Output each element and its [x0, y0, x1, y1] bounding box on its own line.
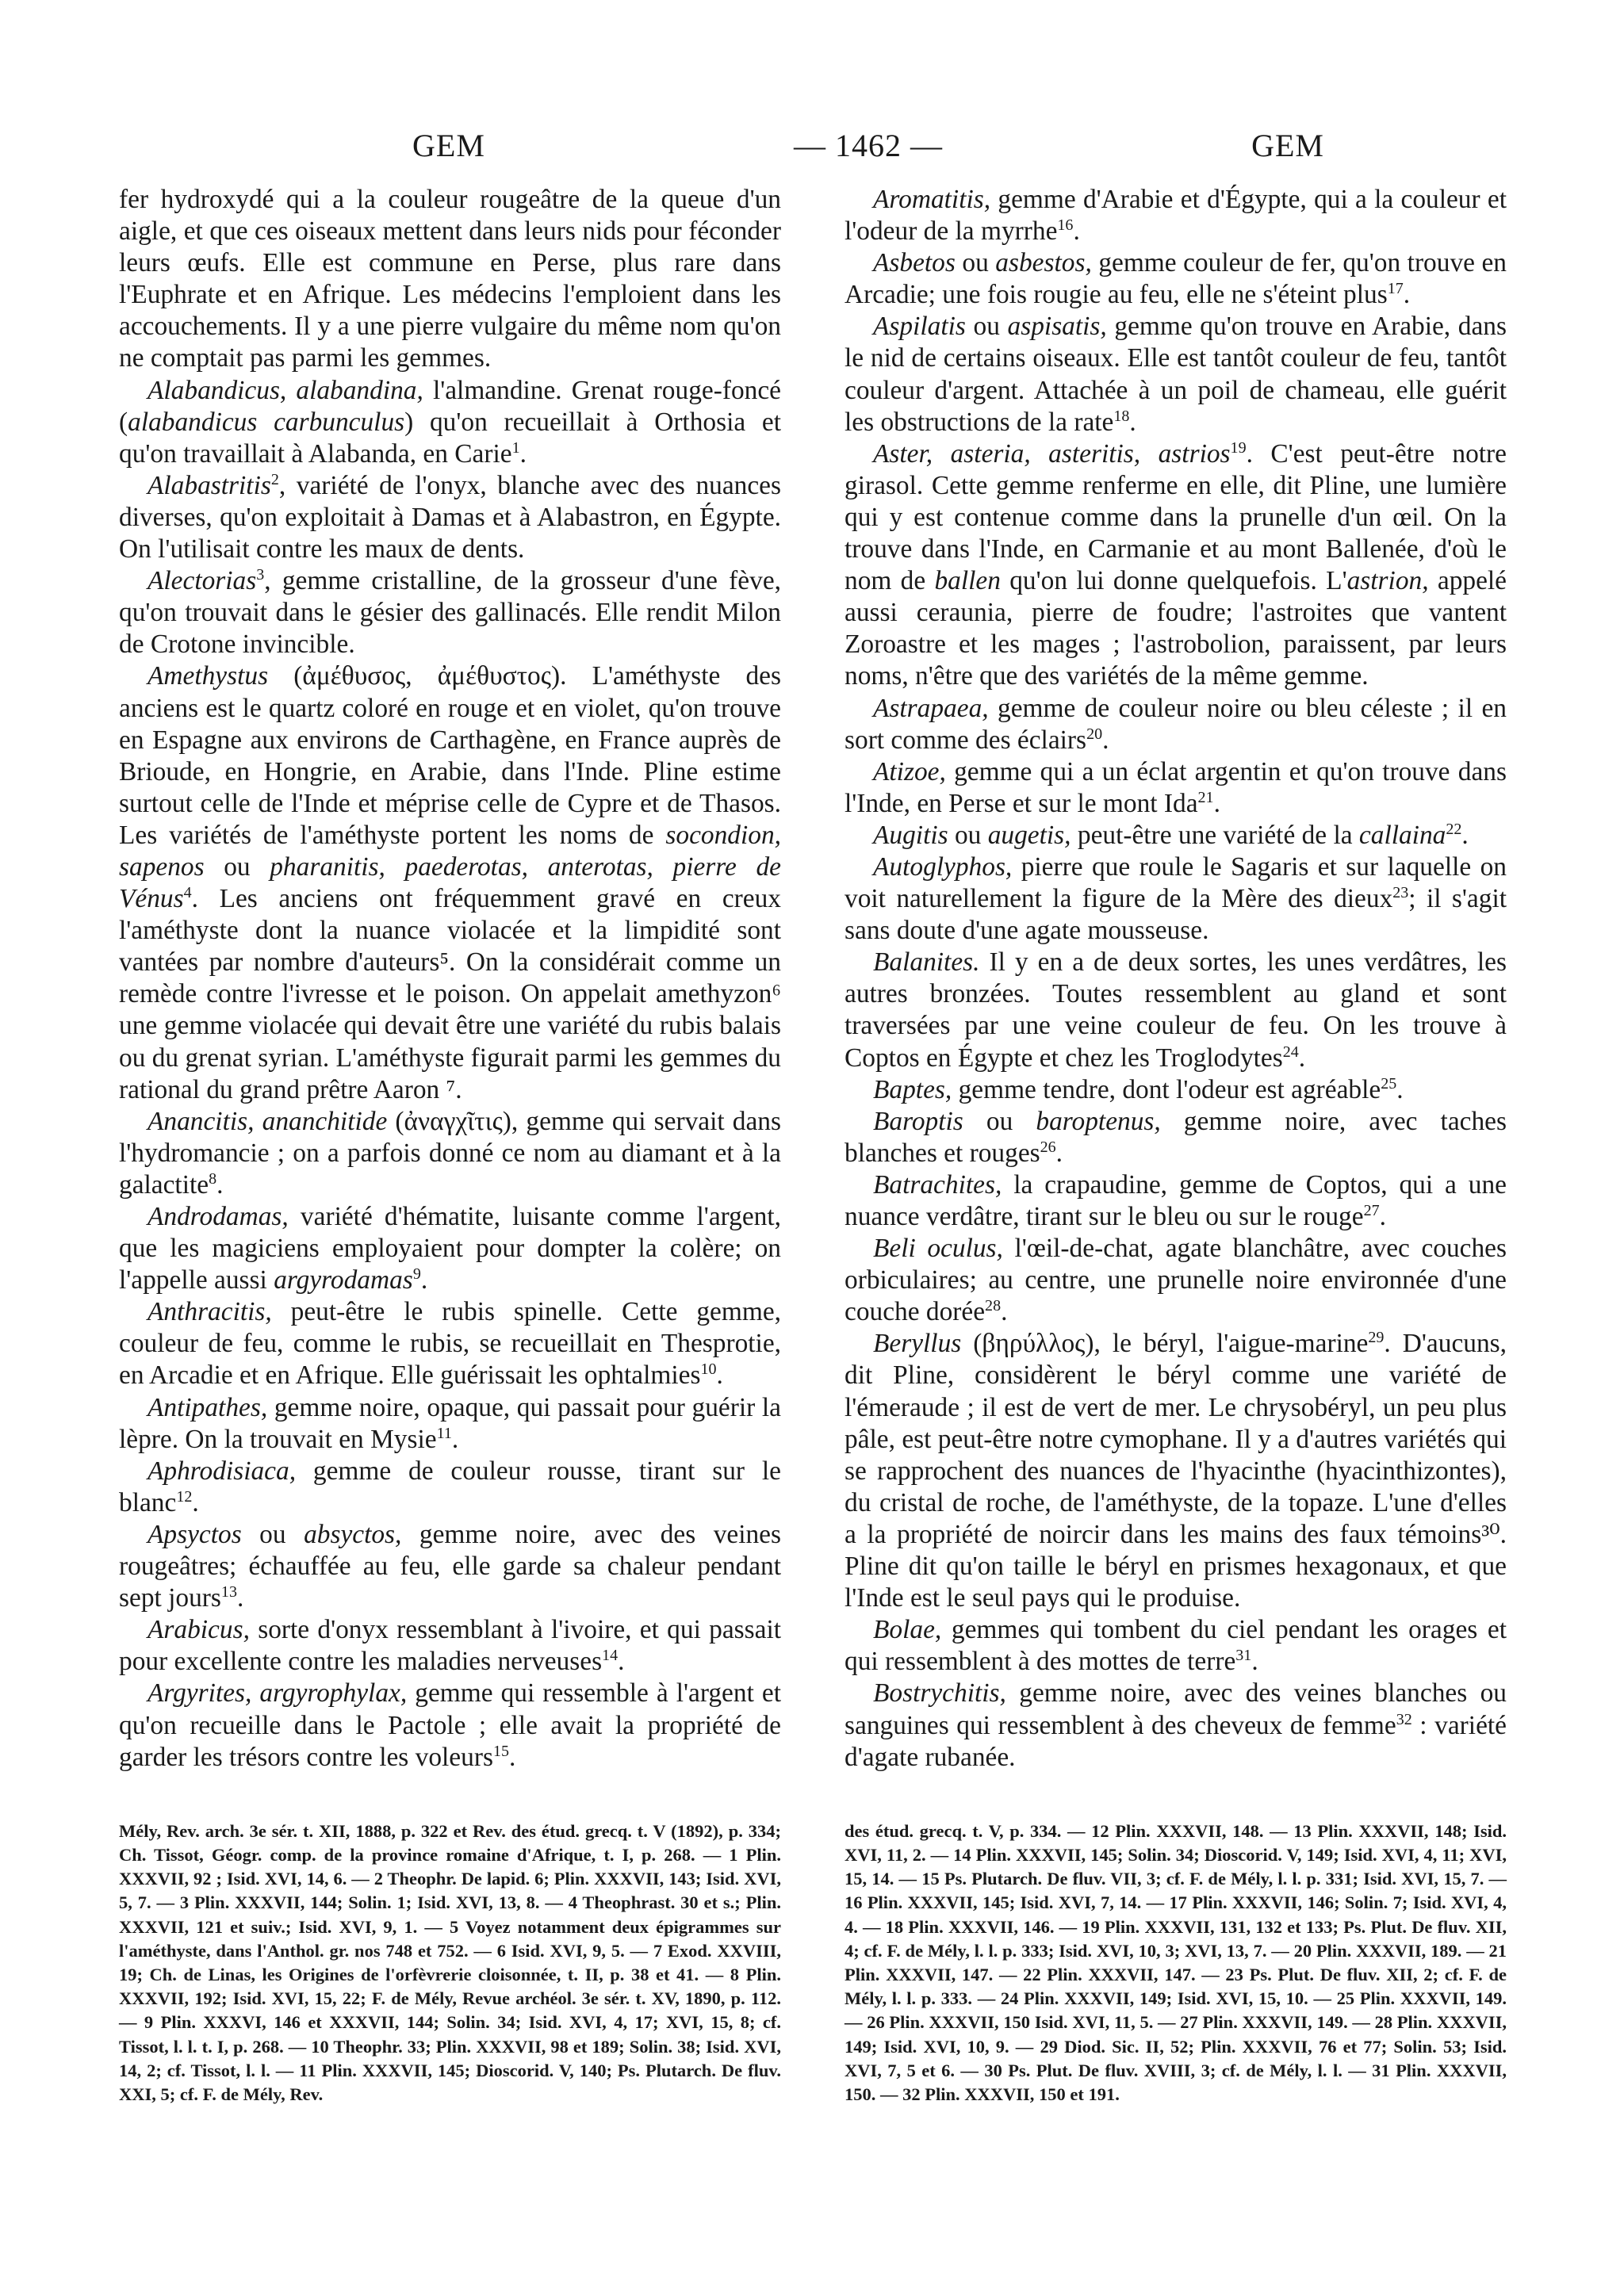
- entry-term: Antipathes,: [147, 1392, 268, 1422]
- footnote-ref: 12: [176, 1487, 193, 1506]
- entry: [845, 851, 1507, 947]
- footnote-ref: 4: [183, 883, 192, 901]
- footnote-ref: 17: [1387, 280, 1404, 298]
- entry-text: .: [1073, 216, 1080, 247]
- footnote-ref: 2: [270, 470, 279, 488]
- entry-text: , variété de l'onyx, blanche avec des nuances diverses, qu'on exploitait à Damas et à Alabastron, en Égypte. On l'utilisait contre les maux de dents.: [119, 470, 781, 564]
- entry-text: gemme noire, avec des veines blanches ou sanguines qui ressemblent à des cheveux de femme: [845, 1678, 1507, 1740]
- entry: [845, 311, 1507, 438]
- entry-term: Autoglyphos,: [873, 851, 1013, 882]
- footnote-ref: 28: [985, 1297, 1002, 1315]
- entry: [845, 1614, 1507, 1678]
- entry-text: , gemme cristalline, de la grosseur d'une fève, qu'on trouvait dans le gésier des gallinacés. Elle rendit Milon de Crotone invincible.: [119, 566, 781, 660]
- entry: [845, 1074, 1507, 1106]
- entry: [845, 247, 1507, 311]
- footnote-ref: 20: [1086, 725, 1103, 743]
- entry-term: augetis,: [987, 820, 1071, 850]
- entry-text: peut-être une variété de la: [1071, 820, 1359, 850]
- entry-term: Anthracitis,: [147, 1297, 272, 1327]
- entry-text: peut-être le rubis spinelle. Cette gemme, couleur de feu, comme le rubis, se recueillait en Thesprotie, en Arcadie et en Afrique. Elle guérissait les ophtalmies: [119, 1297, 781, 1391]
- entry-text: ou: [963, 1106, 1036, 1136]
- entry-text: ou: [965, 312, 1008, 342]
- entry-term: baroptenus,: [1036, 1106, 1161, 1136]
- entry-text: pierre que roule le Sagaris et sur laquelle on voit naturellement la figure de la Mère des dieux: [845, 851, 1507, 914]
- entry-text: . D'aucuns, dit Pline, considèrent le béryl comme une variété de l'émeraude ; il est de vert de mer. Le chrysobéryl, un peu plus pâle, est peut-être notre cymophane. Il y a d'autres variétés qui se rapprochent des nuances de l'hyacinthe (hyacinthizontes), du cristal de roche, de l'améthyste, de la topaze. L'une d'elles a la propriété de noircir dans les mains des faux témoins³⁰. Pline dit qu'on taille le béryl en prismes hexagonaux, et que l'Inde est le seul pays qui le produise.: [845, 1329, 1507, 1613]
- entry-text: (ἀμέθυσος, ἀμέθυστος). L'améthyste des anciens est le quartz coloré en rouge et en violet, qu'on trouve en Espagne aux environs de Carthagène, en France auprès de Brioude, en Hongrie, en Arabie, dans l'Inde. Pline estime surtout celle de l'Inde et méprise celle de Cypre et de Thasos. Les variétés de l'améthyste portent les noms de: [119, 661, 781, 850]
- entry: [845, 947, 1507, 1073]
- entry-term: Baptes,: [873, 1074, 952, 1104]
- entry-text: .: [236, 1583, 244, 1613]
- footnote-ref: 1: [511, 438, 520, 457]
- entry-term: alabandicus carbunculus: [128, 407, 405, 437]
- entry-term: Aster, asteria, asteritis, astrios: [873, 438, 1231, 469]
- footnote-ref: 15: [492, 1742, 509, 1760]
- entry-text: gemme qui a un éclat argentin et qu'on trouve dans l'Inde, en Perse et sur le mont Ida: [845, 756, 1507, 818]
- footnotes-right: des étud. grecq. t. V, p. 334. — 12 Plin. XXXVII, 148. — 13 Plin. XXXVII, 148; Isid. XVI, 11, 2. — 14 Plin. XXXVII, 145; Solin. 34; Dioscorid. V, 149; Isid. XVI, 4, 11; XVI, 15, 14. — 15 Ps. Plutarch. De fluv. VII, 3; cf. F. de Mély, l. l. p. 331; Isid. XVI, 15, 7. — 16 Plin. XXXVII, 145; Isid. XVI, 7, 14. — 17 Plin. XXXVII, 146; Solin. 7; Isid. XVI, 4, 4. — 18 Plin. XXXVII, 146. — 19 Plin. XXXVII, 131, 132 et 133; Ps. Plut. De fluv. XII, 4; cf. F. de Mély, l. l. p. 333; Isid. XVI, 10, 3; XVI, 13, 7. — 20 Plin. XXXVII, 189. — 21 Plin. XXXVII, 147. — 22 Plin. XXXVII, 147. — 23 Ps. Plut. De fluv. XII, 2; cf. F. de Mély, l. l. p. 333. — 24 Plin. XXXVII, 149; Isid. XVI, 15, 10. — 25 Plin. XXXVII, 149. — 26 Plin. XXXVII, 150 Isid. XVI, 11, 5. — 27 Plin. XXXVII, 149. — 28 Plin. XXXVII, 149; Isid. XVI, 10, 9. — 29 Diod. Sic. II, 52; Plin. XXXVII, 76 et 77; Solin. 53; Isid. XVI, 7, 5 et 6. — 30 Ps. Plut. De fluv. XVIII, 3; cf. de Mély, l. l. — 31 Plin. XXXVII, 150. — 32 Plin. XXXVII, 150 et 191.: [845, 1820, 1507, 2104]
- footnote-ref: 23: [1392, 883, 1409, 901]
- entry: [119, 1106, 781, 1201]
- entry-term: Aphrodisiaca,: [147, 1456, 297, 1486]
- header-left: GEM: [412, 128, 485, 163]
- running-header: [119, 127, 1507, 173]
- entry-text: la crapaudine, gemme de Coptos, qui a une nuance verdâtre, tirant sur le bleu ou sur le rouge: [845, 1169, 1507, 1231]
- entry-text: . C'est peut-être notre girasol. Cette gemme renferme en elle, dit Pline, une lumière qui y est contenue comme dans la prunelle d'un œil. On la trouve dans l'Inde, en Carmanie et au mont Ballenée, d'où le nom de: [845, 438, 1507, 596]
- entry-term: Alabastritis: [147, 470, 271, 500]
- entry: [845, 1678, 1507, 1773]
- entry-term: Arabicus,: [147, 1615, 250, 1645]
- entry-text: ou: [955, 248, 996, 278]
- entry-text: . Les anciens ont fréquemment gravé en creux l'améthyste dont la nuance violacée et la limpidité sont vantées par nombre d'auteurs⁵. On la considérait comme un remède contre l'ivresse et le poison. On appelait amethyzon⁶ une gemme violacée qui devait être une variété du rubis balais ou du grenat syrian. L'améthyste figurait parmi les gemmes du rational du grand prêtre Aaron ⁷.: [119, 884, 781, 1104]
- entry-text: l'œil-de-chat, agate blanchâtre, avec couches orbiculaires; au centre, une prunelle noire environnée d'une couche dorée: [845, 1234, 1507, 1327]
- entry: [845, 1328, 1507, 1614]
- entry-text: .: [1129, 407, 1136, 437]
- entry-text: Il y en a de deux sortes, les unes verdâtres, les autres bronzées. Toutes ressemblent au gland et sont traversées par une veine couleur de feu. On les trouve à Coptos en Égypte et chez les Troglodytes: [845, 947, 1507, 1073]
- entry-text: (ἀναγχῖτις), gemme qui servait dans l'hydromancie ; on a parfois donné ce nom au diamant et à la galactite: [119, 1106, 781, 1200]
- footnote-ref: 18: [1113, 407, 1130, 425]
- entry-term: pharanitis, paederotas, anterotas, pierre de Vénus: [119, 851, 781, 914]
- entry-text: .: [192, 1487, 199, 1517]
- entry-text: gemme qui ressemble à l'argent et qu'on recueille dans le Pactole ; elle avait la propriété de garder les trésors contre les voleurs: [119, 1678, 781, 1772]
- entry-term: Apsyctos: [147, 1519, 242, 1549]
- entry-text: gemme noire, avec des veines rougeâtres; échauffée au feu, elle garde sa chaleur pendant sept jours: [119, 1519, 781, 1613]
- entry-text: .: [420, 1265, 428, 1295]
- entry: [845, 1233, 1507, 1328]
- entry-term: Aspilatis: [873, 312, 966, 342]
- entry-term: Bolae,: [873, 1615, 942, 1645]
- entry-text: : variété d'agate rubanée.: [845, 1710, 1507, 1772]
- entry-term: Argyrites, argyrophylax,: [147, 1678, 408, 1709]
- footnote-ref: 21: [1197, 788, 1214, 806]
- entry-term: asbestos,: [995, 248, 1092, 278]
- entry-text: gemmes qui tombent du ciel pendant les orages et qui ressemblent à des mottes de terre: [845, 1615, 1507, 1677]
- entry-term: Androdamas,: [147, 1202, 289, 1231]
- entry: [845, 438, 1507, 693]
- entry-text: ou: [204, 851, 270, 882]
- footnote-ref: 8: [209, 1169, 217, 1188]
- page: [119, 127, 1507, 2107]
- entry-term: Batrachites,: [873, 1169, 1002, 1200]
- entry-term: Alabandicus, alabandina,: [147, 375, 423, 405]
- entry-text: .: [1403, 280, 1411, 310]
- entry: [845, 1106, 1507, 1169]
- entry-term: Bostrychitis,: [873, 1678, 1006, 1709]
- entry-term: Amethystus: [147, 661, 269, 691]
- entry: [845, 184, 1507, 247]
- entry-text: gemme de couleur rousse, tirant sur le blanc: [119, 1456, 781, 1517]
- entry-text: .: [216, 1169, 224, 1200]
- entry-text: gemme qu'on trouve en Arabie, dans le nid de certains oiseaux. Elle est tantôt couleur de feu, tantôt couleur d'argent. Attachée à un poil de chameau, elle guérit les obstructions de la rate: [845, 312, 1507, 437]
- entry-text: gemme couleur de fer, qu'on trouve en Arcadie; une fois rougie au feu, elle ne s'éteint plus: [845, 248, 1507, 310]
- entry-text: .: [618, 1647, 625, 1677]
- entry-term: Baroptis: [873, 1106, 963, 1136]
- entry-term: Atizoe,: [873, 756, 946, 786]
- entry: [119, 1519, 781, 1614]
- entry-term: Anancitis, ananchitide: [147, 1106, 388, 1136]
- entry: [119, 660, 781, 1105]
- footnote-ref: 14: [602, 1647, 619, 1665]
- header-right: GEM: [1251, 128, 1324, 163]
- entry-text: .: [1001, 1297, 1008, 1327]
- entry-term: absyctos,: [304, 1519, 402, 1549]
- entry-text: .: [1055, 1138, 1063, 1168]
- entry-term: argyrodamas: [274, 1265, 413, 1295]
- entry: [119, 1614, 781, 1678]
- entry-text: .: [451, 1424, 459, 1454]
- footnote-ref: 32: [1396, 1710, 1412, 1728]
- entry-text: ou: [948, 820, 988, 850]
- entry-term: callaina: [1358, 820, 1446, 850]
- entry-term: astrion,: [1346, 566, 1429, 596]
- entry-text: .: [1102, 725, 1109, 755]
- entry: [119, 1456, 781, 1519]
- entry-text: l'almandine. Grenat rouge-foncé (: [119, 375, 781, 437]
- entry-text: sorte d'onyx ressemblant à l'ivoire, et qui passait pour excellente contre les maladies nerveuses: [119, 1615, 781, 1677]
- entry-text: gemme d'Arabie et d'Égypte, qui a la couleur et l'odeur de la myrrhe: [845, 185, 1507, 247]
- entry-text: ; il s'agit sans doute d'une agate mousseuse.: [845, 884, 1507, 946]
- body-columns: [119, 184, 1507, 1774]
- entry-text: .: [508, 1742, 516, 1772]
- entry-text: gemme noire, avec taches blanches et rouges: [845, 1106, 1507, 1168]
- entry-term: Asbetos: [873, 248, 956, 278]
- footnote-ref: 16: [1057, 216, 1074, 234]
- entry: [119, 1678, 781, 1773]
- entry-term: ballen: [934, 566, 1001, 596]
- entry: [119, 1296, 781, 1391]
- footnote-ref: 13: [220, 1583, 237, 1601]
- footnote-ref: 10: [700, 1360, 717, 1379]
- entry-text: .: [1461, 820, 1469, 850]
- entry-text: .: [1213, 788, 1220, 818]
- entry: [119, 184, 781, 375]
- entry-term: Astrapaea,: [873, 693, 989, 723]
- entry: [119, 1201, 781, 1296]
- entry-term: Alectorias: [147, 566, 257, 596]
- footnote-ref: 24: [1282, 1043, 1299, 1061]
- footnote-ref: 9: [412, 1265, 421, 1284]
- entry: [845, 820, 1507, 851]
- footnote-ref: 27: [1363, 1201, 1380, 1219]
- entry-text: appelé aussi ceraunia, pierre de foudre; l'astroites que vantent Zoroastre et les mages ; l'astrobolion, paraissent, par leurs noms, n'être que des variétés de la même gemme.: [845, 566, 1507, 691]
- footnotes-left: Mély, Rev. arch. 3e sér. t. XII, 1888, p. 322 et Rev. des étud. grecq. t. V (1892), p. 334; Ch. Tissot, Géogr. comp. de la province romaine d'Afrique, t. I, p. 268. — 1 Plin. XXXVII, 92 ; Isid. XVI, 14, 6. — 2 Theophr. De lapid. 6; Plin. XXXVII, 143; Isid. XVI, 5, 7. — 3 Plin. XXXVII, 144; Solin. 1; Isid. XVI, 13, 8. — 4 Theophrast. 30 et s.; Plin. XXXVII, 121 et suiv.; Isid. XVI, 9, 1. — 5 Voyez notamment deux épigrammes sur l'améthyste, dans l'Anthol. gr. nos 748 et 752. — 6 Isid. XVI, 9, 5. — 7 Exod. XXVIII, 19; Ch. de Linas, les Origines de l'orfèvrerie cloisonnée, t. II, p. 38 et 41. — 8 Plin. XXXVII, 192; Isid. XVI, 15, 22; F. de Mély, Revue archéol. 3e sér. t. XV, 1890, p. 112. — 9 Plin. XXXVI, 146 et XXXVII, 144; Solin. 34; Isid. XVI, 4, 17; XVI, 15, 8; cf. Tissot, l. l. t. I, p. 268. — 10 Theophr. 33; Plin. XXXVII, 98 et 189; Solin. 38; Isid. XVI, 14, 2; cf. Tissot, l. l. — 11 Plin. XXXVII, 145; Dioscorid. V, 140; Ps. Plutarch. De fluv. XXI, 5; cf. F. de Mély, Rev.: [119, 1820, 781, 2104]
- page-number: — 1462 —: [794, 128, 943, 163]
- entry-term: socondion, sapenos: [119, 820, 781, 882]
- entry: [119, 565, 781, 660]
- footnote-ref: 26: [1040, 1138, 1056, 1156]
- entry: [845, 693, 1507, 756]
- left-column: [119, 184, 781, 1774]
- footnote-ref: 19: [1230, 438, 1247, 457]
- entry-text: gemme noire, opaque, qui passait pour guérir la lèpre. On la trouvait en Mysie: [119, 1392, 781, 1454]
- footnotes: [119, 1820, 1507, 2107]
- entry-term: Balanites.: [873, 947, 980, 978]
- entry-text: .: [716, 1360, 723, 1391]
- right-column: [845, 184, 1507, 1774]
- entry-text: variété d'hématite, luisante comme l'argent, que les magiciens employaient pour dompter la colère; on l'appelle aussi: [119, 1202, 781, 1295]
- entry-text: .: [1298, 1043, 1306, 1073]
- entry-term: Aromatitis,: [873, 185, 991, 214]
- entry-text: qu'on lui donne quelquefois. L': [1000, 566, 1347, 596]
- entry-term: Beryllus: [873, 1329, 962, 1359]
- entry-text: ) qu'on recueillait à Orthosia et qu'on travaillait à Alabanda, en Carie: [119, 407, 781, 469]
- footnote-ref: 3: [256, 566, 265, 584]
- entry-text: .: [1251, 1647, 1258, 1677]
- entry-text: .: [519, 438, 527, 469]
- footnote-ref: 25: [1381, 1074, 1397, 1093]
- entry: [119, 470, 781, 565]
- entry-term: Beli oculus,: [873, 1234, 1003, 1264]
- footnote-ref: 31: [1235, 1647, 1252, 1665]
- entry: [845, 1169, 1507, 1233]
- entry-text: fer hydroxydé qui a la couleur rougeâtre de la queue d'un aigle, et que ces oiseaux mettent dans leurs nids pour féconder leurs œufs. Elle est commune en Perse, plus rare dans l'Euphrate et en Afrique. Les médecins l'emploient dans les accouchements. Il y a une pierre vulgaire du même nom qu'on ne comptait pas parmi les gemmes.: [119, 185, 781, 373]
- entry-text: gemme tendre, dont l'odeur est agréable: [952, 1074, 1381, 1104]
- entry-text: ou: [241, 1519, 304, 1549]
- footnote-ref: 11: [436, 1424, 452, 1442]
- entry-text: (βηρύλλος), le béryl, l'aigue-marine: [961, 1329, 1369, 1359]
- entry-text: .: [1379, 1202, 1386, 1231]
- footnote-ref: 29: [1368, 1329, 1385, 1347]
- entry: [845, 756, 1507, 820]
- entry-term: Augitis: [873, 820, 948, 850]
- entry-text: gemme de couleur noire ou bleu céleste ; il en sort comme des éclairs: [845, 693, 1507, 755]
- entry: [119, 1392, 781, 1456]
- footnote-ref: 22: [1446, 820, 1462, 838]
- entry-term: aspisatis,: [1007, 312, 1107, 342]
- entry: [119, 375, 781, 470]
- entry-text: .: [1396, 1074, 1404, 1104]
